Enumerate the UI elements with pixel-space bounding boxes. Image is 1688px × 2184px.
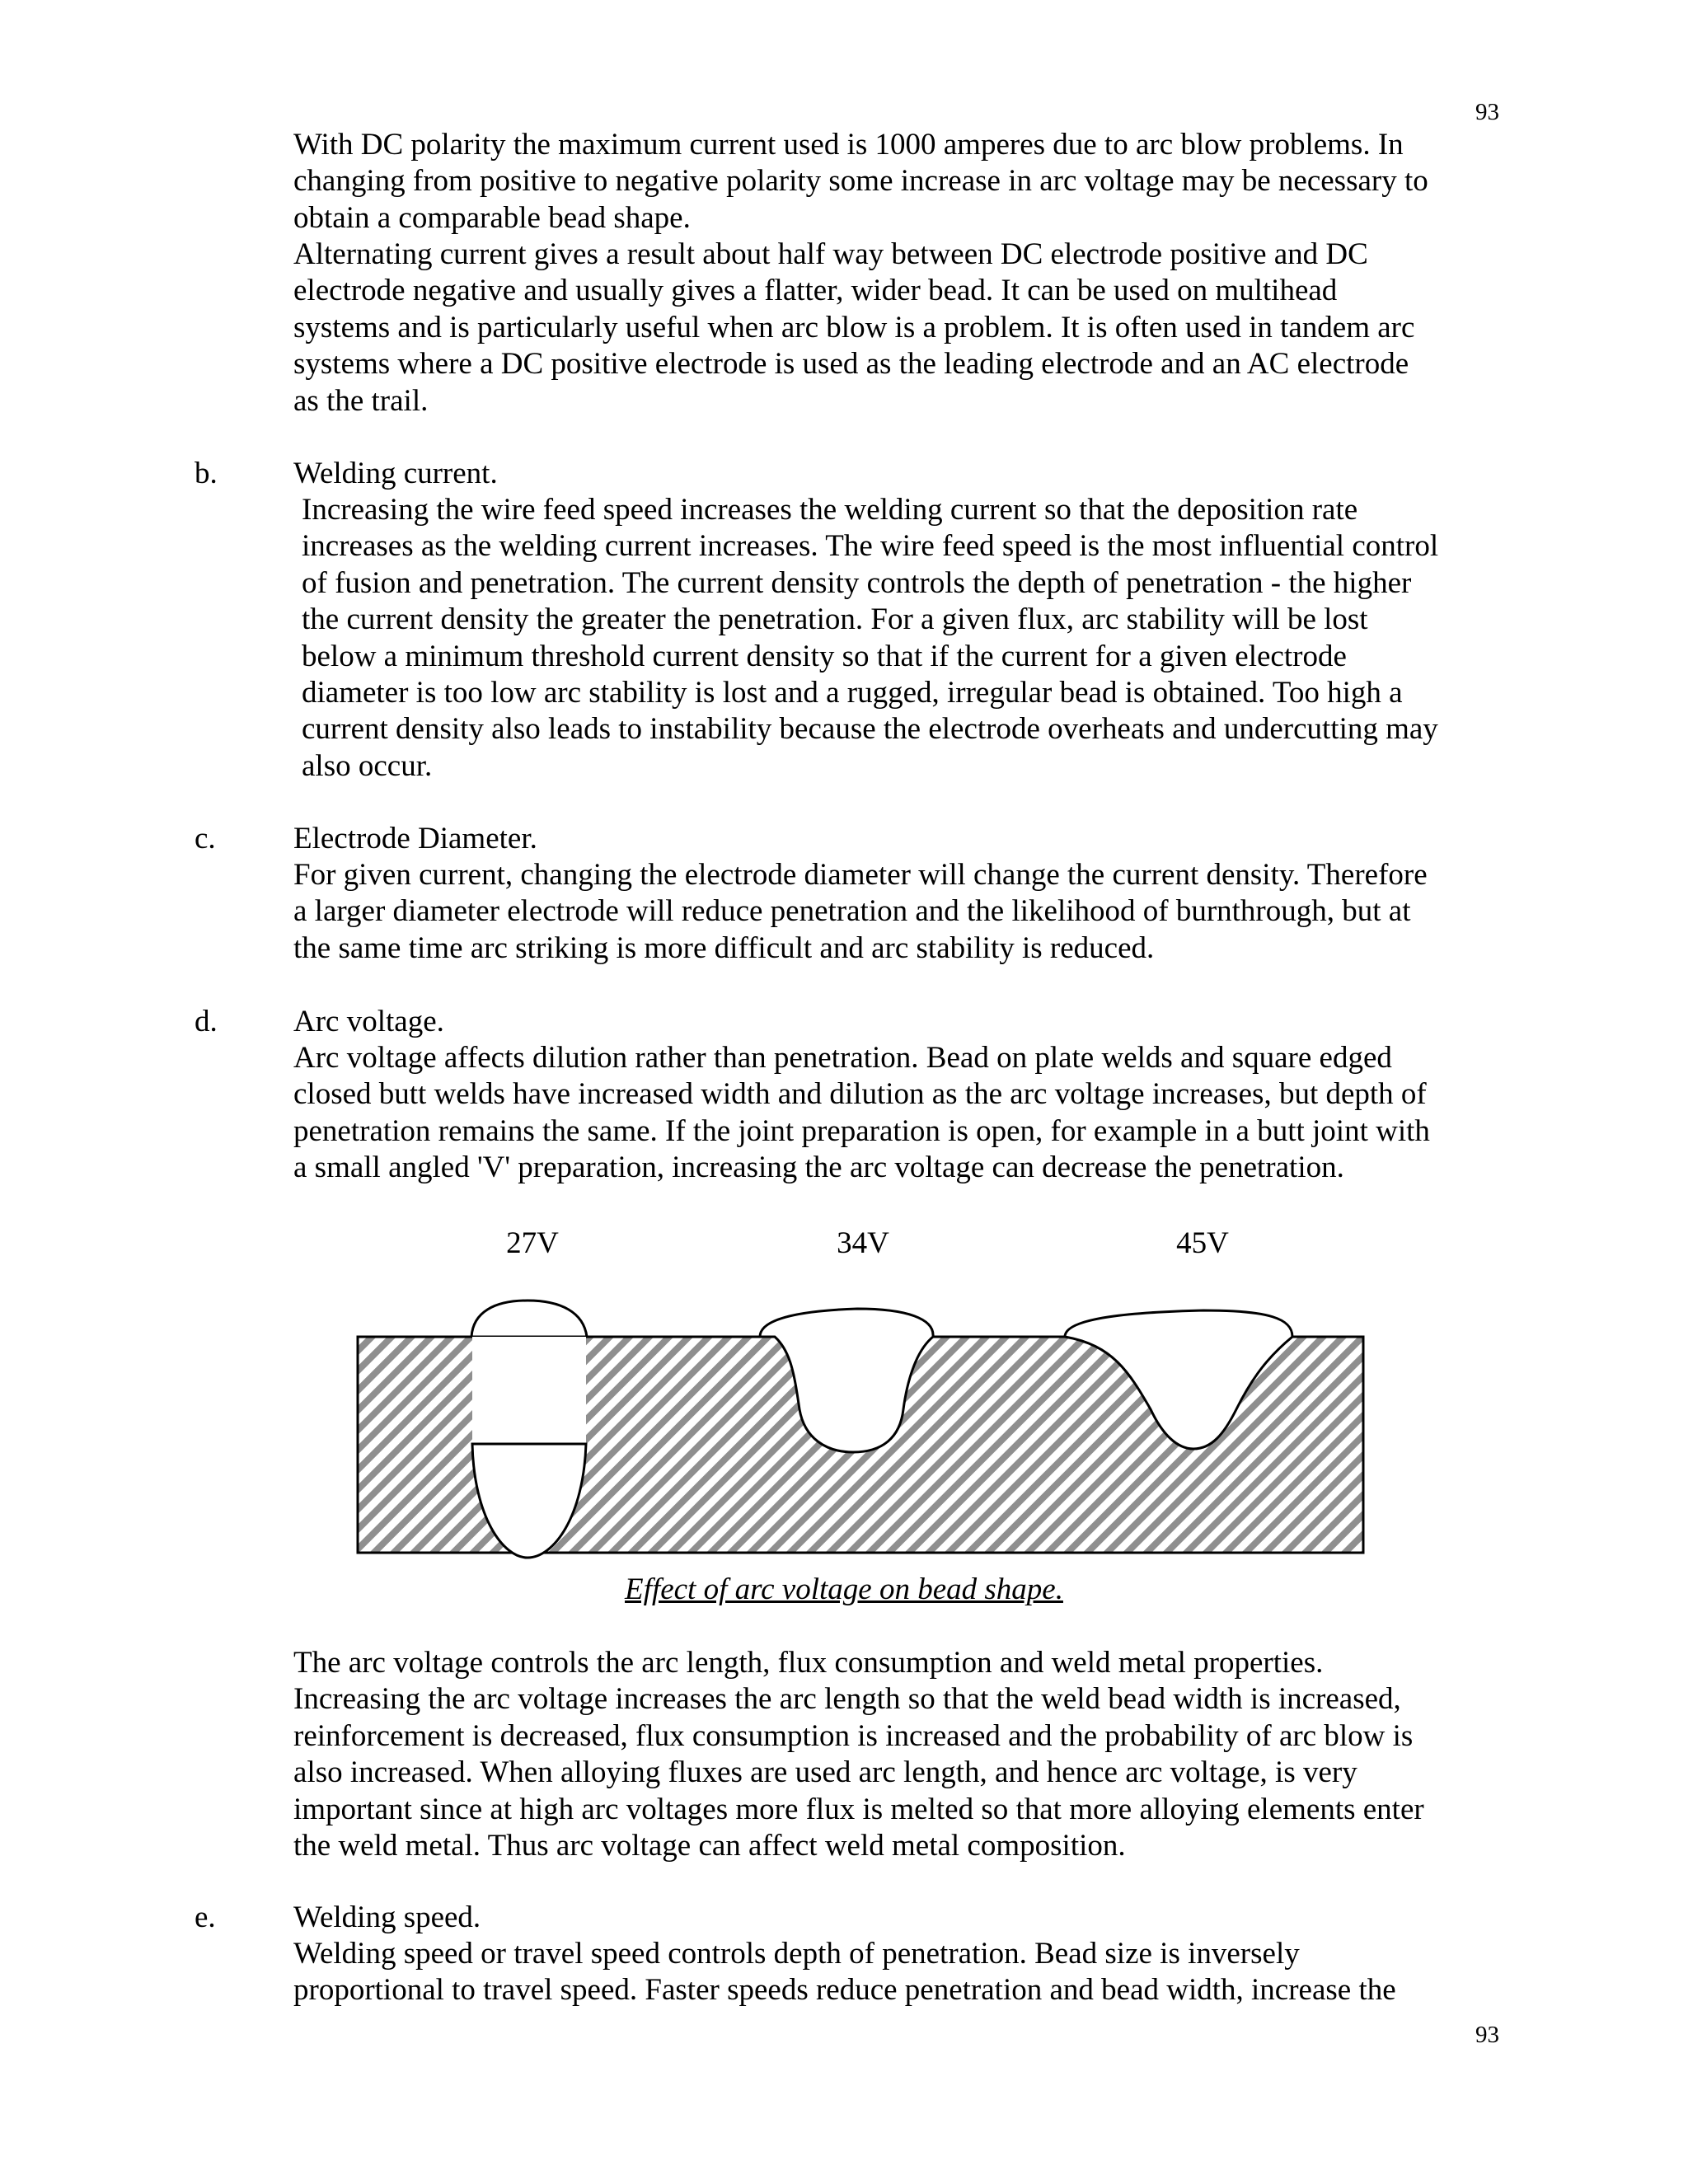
bead-27v-reinforcement: [471, 1301, 587, 1337]
intro-paragraph-ac: Alternating current gives a result about half way between DC electrode positive and DC electrode negative and usually gives a flatter, wider bead. It can be used on multihead systems and is particularly useful when arc blow is a problem. It is often used in tandem arc systems where a DC positive electrode is used as the leading electrode and an AC electrode as the trail.: [293, 237, 1415, 418]
page-number-top: 93: [1475, 99, 1499, 125]
section-b-heading: Welding current.: [293, 457, 498, 490]
section-d-body: Arc voltage affects dilution rather than penetration. Bead on plate welds and square edged closed butt welds have increased width and dilution as the arc voltage increases, but depth of penetration remains the same. If the joint preparation is open, for example in a butt joint with a small angled 'V' preparation, increasing the arc voltage can decrease the penetration.: [293, 1041, 1430, 1185]
section-d-letter: d.: [195, 1005, 218, 1038]
section-c-heading: Electrode Diameter.: [293, 822, 537, 855]
page-number-bottom: 93: [1475, 2022, 1499, 2048]
bead-27v-fusion-zone: [472, 1337, 586, 1444]
section-b-letter: b.: [195, 457, 218, 490]
section-b-body: Increasing the wire feed speed increases the welding current so that the deposition rate increases as the welding current increases. The wire feed speed is the most influential control of fusion and penetration. The current density controls the depth of penetration - the higher the current density the greater the penetration. For a given flux, arc stability will be lost below a minimum threshold current density so that if the current for a given electrode diameter is too low arc stability is lost and a rugged, irregular bead is obtained. Too high a current density also leads to instability because the electrode overheats and undercutting may also occur.: [302, 493, 1439, 783]
section-c-body: For given current, changing the electrode diameter will change the current density. Therefore a larger diameter electrode will reduce penetration and the likelihood of burnthrough, but at the same time arc striking is more difficult and arc stability is reduced.: [293, 858, 1428, 965]
section-d-heading: Arc voltage.: [293, 1005, 444, 1038]
section-e-body: Welding speed or travel speed controls depth of penetration. Bead size is inversely proportional to travel speed. Faster speeds reduce penetration and bead width, increase the: [293, 1937, 1396, 2008]
section-d-after-figure: The arc voltage controls the arc length, flux consumption and weld metal properties. Increasing the arc voltage increases the arc length so that the weld bead width is increased, reinforcement is decreased, flux consumption is increased and the probability of arc blow is also increased. When alloying fluxes are used arc length, and hence arc voltage, is very important since at high arc voltages more flux is melted so that more alloying elements enter the weld metal. Thus arc voltage can affect weld metal composition.: [293, 1646, 1424, 1863]
label-27v: 27V: [506, 1226, 559, 1260]
section-c-letter: c.: [195, 822, 216, 855]
section-e-letter: e.: [195, 1900, 216, 1934]
intro-paragraph-dc: With DC polarity the maximum current used is 1000 amperes due to arc blow problems. In changing from positive to negative polarity some increase in arc voltage may be necessary to obtain a comparable bead shape.: [293, 128, 1428, 235]
figure-caption: Effect of arc voltage on bead shape.: [625, 1572, 1063, 1606]
label-34v: 34V: [837, 1226, 889, 1260]
section-e-heading: Welding speed.: [293, 1900, 481, 1934]
label-45v: 45V: [1176, 1226, 1229, 1260]
